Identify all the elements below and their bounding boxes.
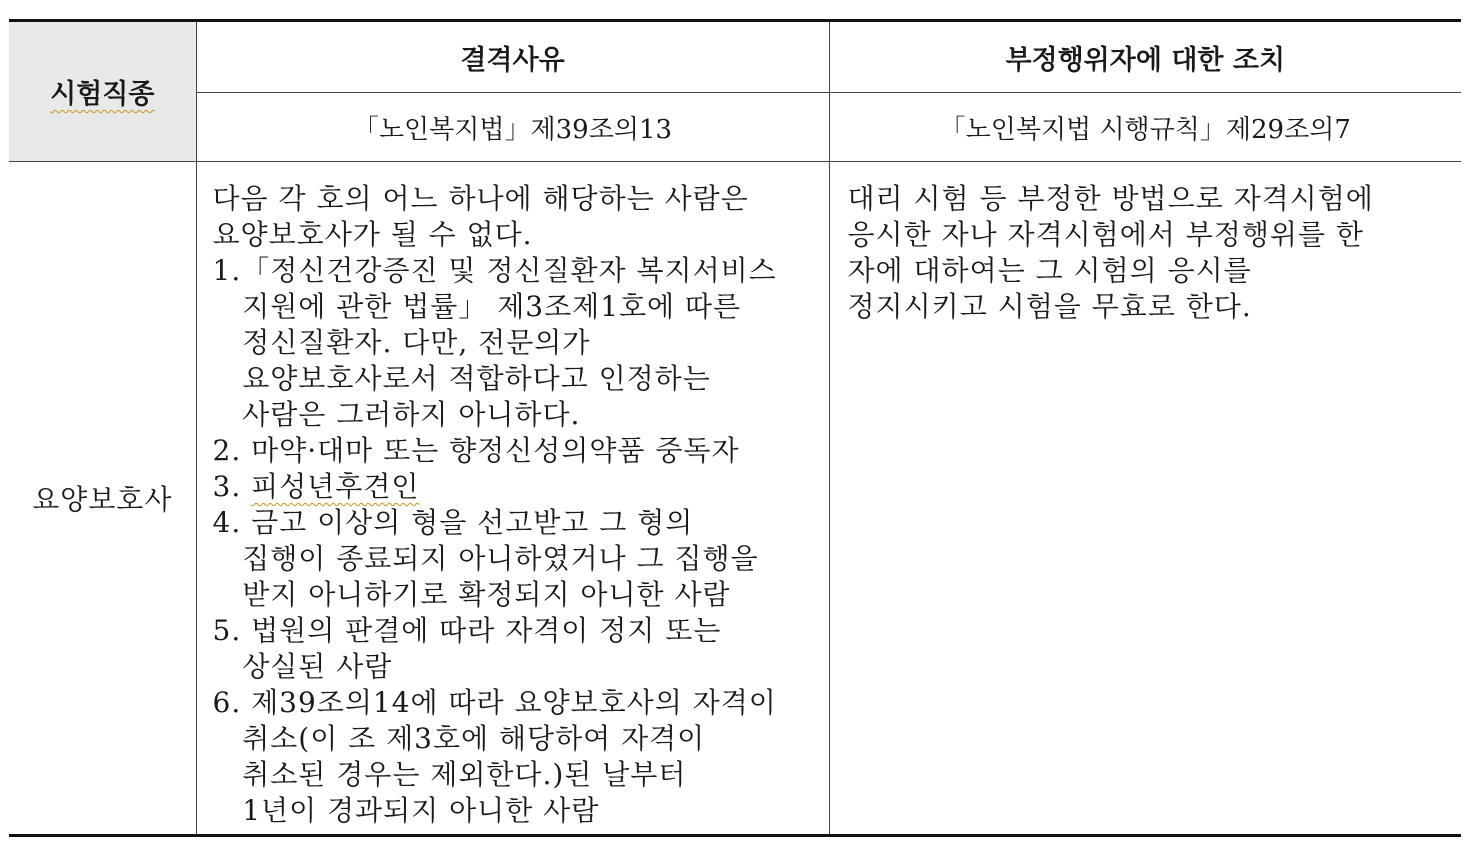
exam-type-header-label: 시험직종 xyxy=(50,79,155,110)
exam-type-cell: 요양보호사 xyxy=(9,162,196,836)
measures-text: 대리 시험 등 부정한 방법으로 자격시험에 응시한 자나 자격시험에서 부정행위를 한 자에 대하여는 그 시험의 응시를 정지시키고 시험을 무효로 한다. xyxy=(847,182,1374,323)
measures-cell xyxy=(829,162,1461,836)
measures-law-cell: 「노인복지법 시행규칙」제29조의7 xyxy=(829,93,1461,162)
list-item: 6. 제39조의14에 따라 요양보호사의 자격이 취소(이 조 제3호에 해당하여 자격이 취소된 경우는 제외한다.)된 날부터 1년이 경과되지 아니한 사람 xyxy=(212,686,777,827)
table-row xyxy=(9,162,1461,836)
disqualification-header-cell: 결격사유 xyxy=(196,21,829,93)
list-item-text: 피성년후견인 xyxy=(251,470,420,503)
list-item: 2. 마약·대마 또는 향정신성의약품 중독자 xyxy=(212,434,740,467)
list-item-number: 3. xyxy=(212,470,252,503)
list-item xyxy=(213,469,829,505)
disqualification-list xyxy=(197,162,829,829)
exam-type-header-cell xyxy=(9,21,196,162)
disqualification-law-cell: 「노인복지법」제39조의13 xyxy=(196,93,829,162)
exam-disqualification-table xyxy=(9,19,1461,837)
list-item: 1.「정신건강증진 및 정신질환자 복지서비스 지원에 관한 법률」 제3조제1호에 따른 정신질환자. 다만, 전문의가 요양보호사로서 적합하다고 인정하는 사람은 그러하지 아니하다. xyxy=(212,254,777,431)
list-item: 4. 금고 이상의 형을 선고받고 그 형의 집행이 종료되지 아니하였거나 그 집행을 받지 아니하기로 확정되지 아니한 사람 xyxy=(212,506,759,611)
disqualification-intro: 다음 각 호의 어느 하나에 해당하는 사람은 요양보호사가 될 수 없다. xyxy=(212,182,749,251)
disqualification-cell xyxy=(196,162,829,836)
list-item: 5. 법원의 판결에 따라 자격이 정지 또는 상실된 사람 xyxy=(212,614,722,683)
measures-header-cell: 부정행위자에 대한 조치 xyxy=(829,21,1461,93)
